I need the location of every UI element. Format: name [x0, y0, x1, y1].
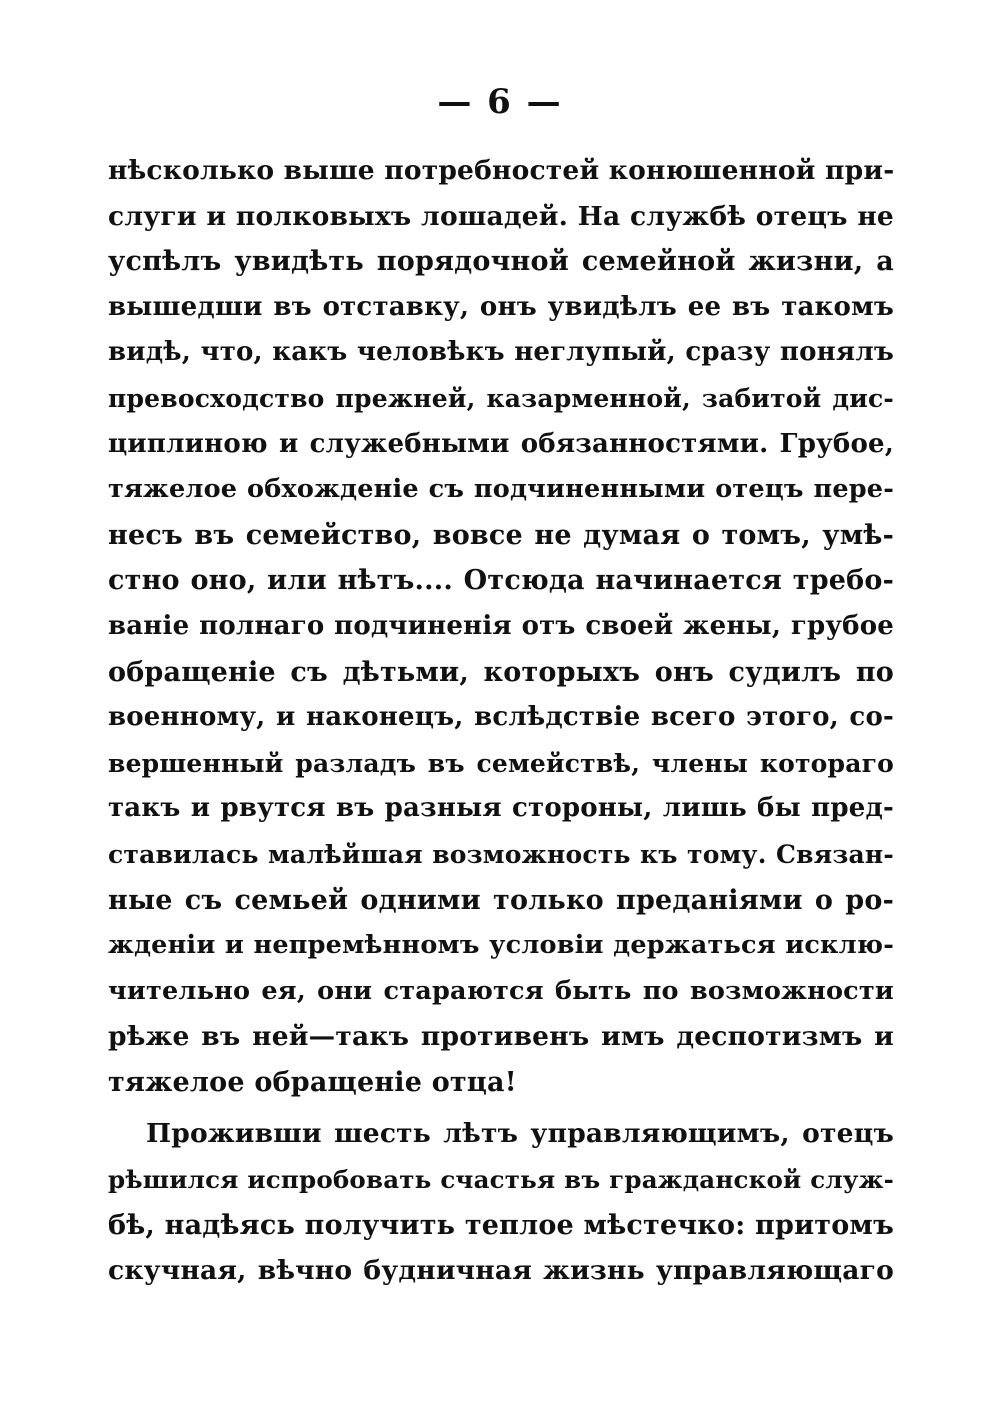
text-line: видѣ, что, какъ человѣкъ неглупый, сразу понялъ	[108, 337, 894, 368]
text-line: тяжелое обращеніе отца!	[108, 1066, 517, 1098]
text-line: слуги и полковыхъ лошадей. На службѣ отецъ не	[108, 200, 894, 232]
text-line: несъ въ семейство, вовсе не думая о томъ, умѣ-	[108, 519, 894, 551]
page-number: — 6 —	[437, 82, 563, 122]
text-line: рѣже въ ней—такъ противенъ имъ деспотизмъ и	[108, 1021, 894, 1053]
paragraph-1	[108, 148, 894, 1105]
text-line: вышедши въ отставку, онъ увидѣлъ ее въ такомъ	[108, 291, 894, 322]
text-line: ставилась малѣйшая возможность къ тому. Связан-	[108, 839, 894, 869]
text-line: военному, и наконецъ, вслѣдствіе всего этого, со-	[108, 702, 894, 733]
text-line: жденіи и непремѣнномъ условіи держаться исклю-	[108, 930, 894, 961]
text-line: скучная, вѣчно будничная жизнь управляющаго	[108, 1255, 894, 1287]
text-line: ные съ семьей одними только преданіями о ро-	[108, 884, 894, 916]
text-line: рѣшился испробовать счастья въ гражданской служ-	[108, 1165, 894, 1195]
text-line: ваніе полнаго подчиненія отъ своей жены, грубое	[108, 610, 894, 641]
text-line: такъ и рвутся въ разныя стороны, лишь бы пред-	[108, 793, 894, 824]
text-line: успѣлъ увидѣть порядочной семейной жизни, а	[108, 246, 894, 278]
text-line: бѣ, надѣясь получить теплое мѣстечко: притомъ	[108, 1209, 894, 1241]
text-line: обращеніе съ дѣтьми, которыхъ онъ судилъ по	[108, 656, 894, 688]
text-line: тяжелое обхожденіе съ подчиненными отецъ пере-	[108, 474, 894, 505]
body-text	[108, 148, 894, 1294]
paragraph-2	[108, 1111, 894, 1293]
text-line: вершенный разладъ въ семействѣ, члены котораго	[108, 748, 894, 778]
text-line: превосходство прежней, казарменной, забитой дис-	[108, 383, 894, 413]
text-line: стно оно, или нѣтъ.... Отсюда начинается требо-	[108, 565, 894, 597]
text-line: нѣсколько выше потребностей конюшенной при-	[108, 155, 895, 186]
text-line: Проживши шесть лѣтъ управляющимъ, отецъ	[146, 1118, 894, 1150]
text-line: чительно ея, они стараются быть по возможности	[108, 975, 894, 1006]
text-line: циплиною и служебными обязанностями. Грубое,	[108, 428, 894, 459]
